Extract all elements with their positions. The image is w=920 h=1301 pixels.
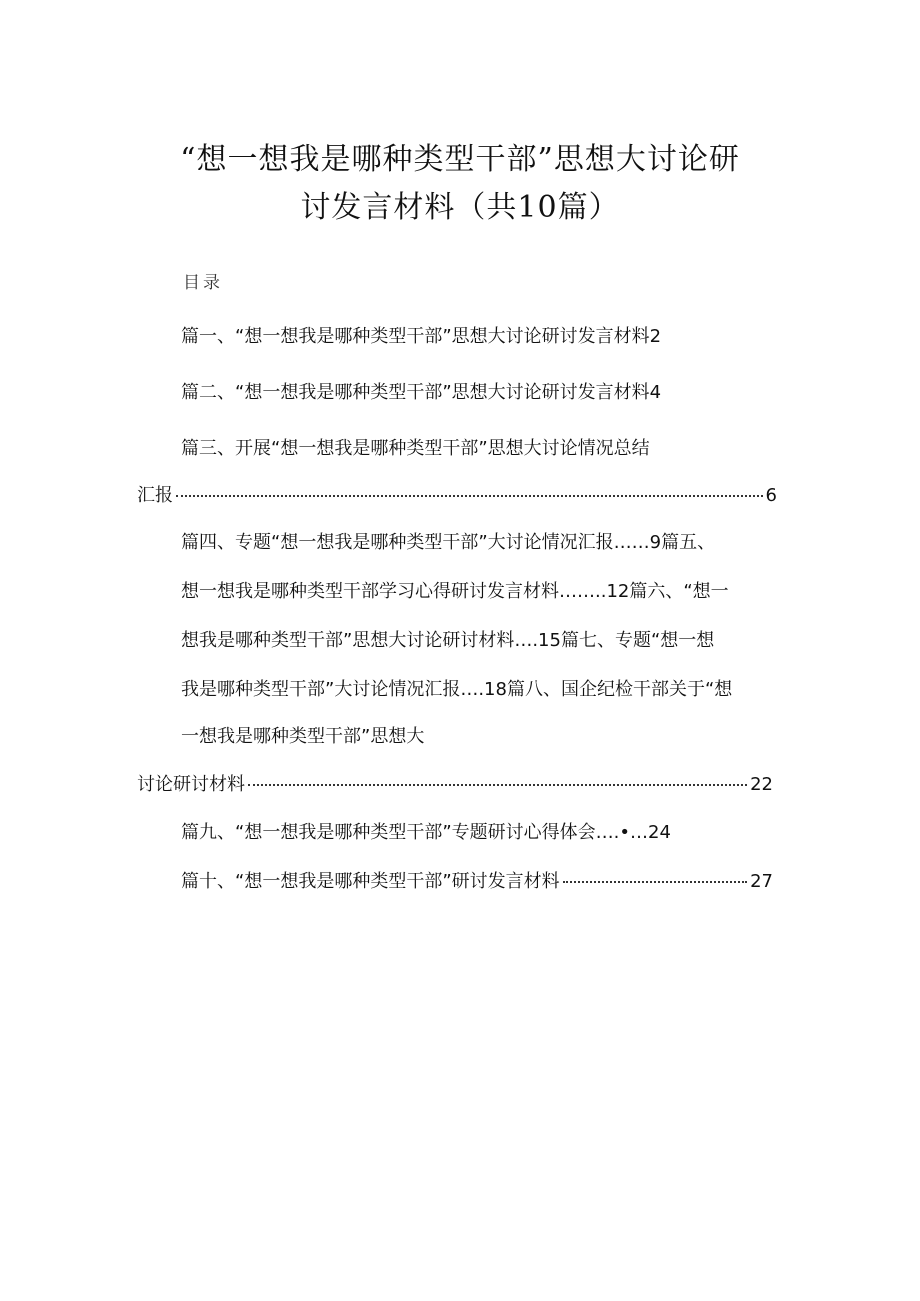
toc-page-number: 6 [765, 485, 777, 506]
document-title-line-2: 讨发言材料（共10篇） [300, 190, 620, 225]
toc-page-number: 22 [750, 774, 773, 795]
toc-entry-1[interactable]: 篇一、“想一想我是哪种类型干部”思想大讨论研讨发言材料2 [181, 326, 662, 347]
toc-entry-9[interactable]: 篇九、“想一想我是哪种类型干部”专题研讨心得体会….•…24 [181, 822, 671, 843]
toc-entry-3-line-2[interactable] [137, 484, 777, 508]
leader-dots [176, 495, 763, 497]
toc-entry-8-line-2[interactable] [137, 773, 773, 797]
toc-entry-text: 讨论研讨材料 [137, 774, 245, 795]
toc-entry-text: 篇十、“想一想我是哪种类型干部”研讨发言材料 [181, 871, 560, 892]
toc-entry-2[interactable]: 篇二、“想一想我是哪种类型干部”思想大讨论研讨发言材料4 [181, 382, 662, 403]
toc-paragraph-line-3[interactable]: 想我是哪种类型干部”思想大讨论研讨材料….15篇七、专题“想一想 [181, 630, 715, 651]
toc-paragraph-line-4[interactable]: 我是哪种类型干部”大讨论情况汇报….18篇八、国企纪检干部关于“想 [181, 679, 733, 700]
leader-dots [563, 881, 747, 883]
toc-entry-3-line-1[interactable]: 篇三、开展“想一想我是哪种类型干部”思想大讨论情况总结 [181, 438, 650, 459]
leader-dots [248, 784, 747, 786]
toc-entry-10[interactable] [181, 870, 773, 894]
toc-paragraph-line-2[interactable]: 想一想我是哪种类型干部学习心得研讨发言材料……..12篇六、“想一 [181, 581, 729, 602]
toc-entry-text: 汇报 [137, 485, 173, 506]
toc-paragraph-line-5[interactable]: 一想我是哪种类型干部”思想大 [181, 726, 425, 747]
toc-page-number: 27 [750, 871, 773, 892]
document-title-line-1: “想一想我是哪种类型干部”思想大讨论研 [180, 142, 740, 177]
toc-heading: 目录 [183, 273, 223, 293]
toc-paragraph-line-1[interactable]: 篇四、专题“想一想我是哪种类型干部”大讨论情况汇报……9篇五、 [181, 532, 716, 553]
